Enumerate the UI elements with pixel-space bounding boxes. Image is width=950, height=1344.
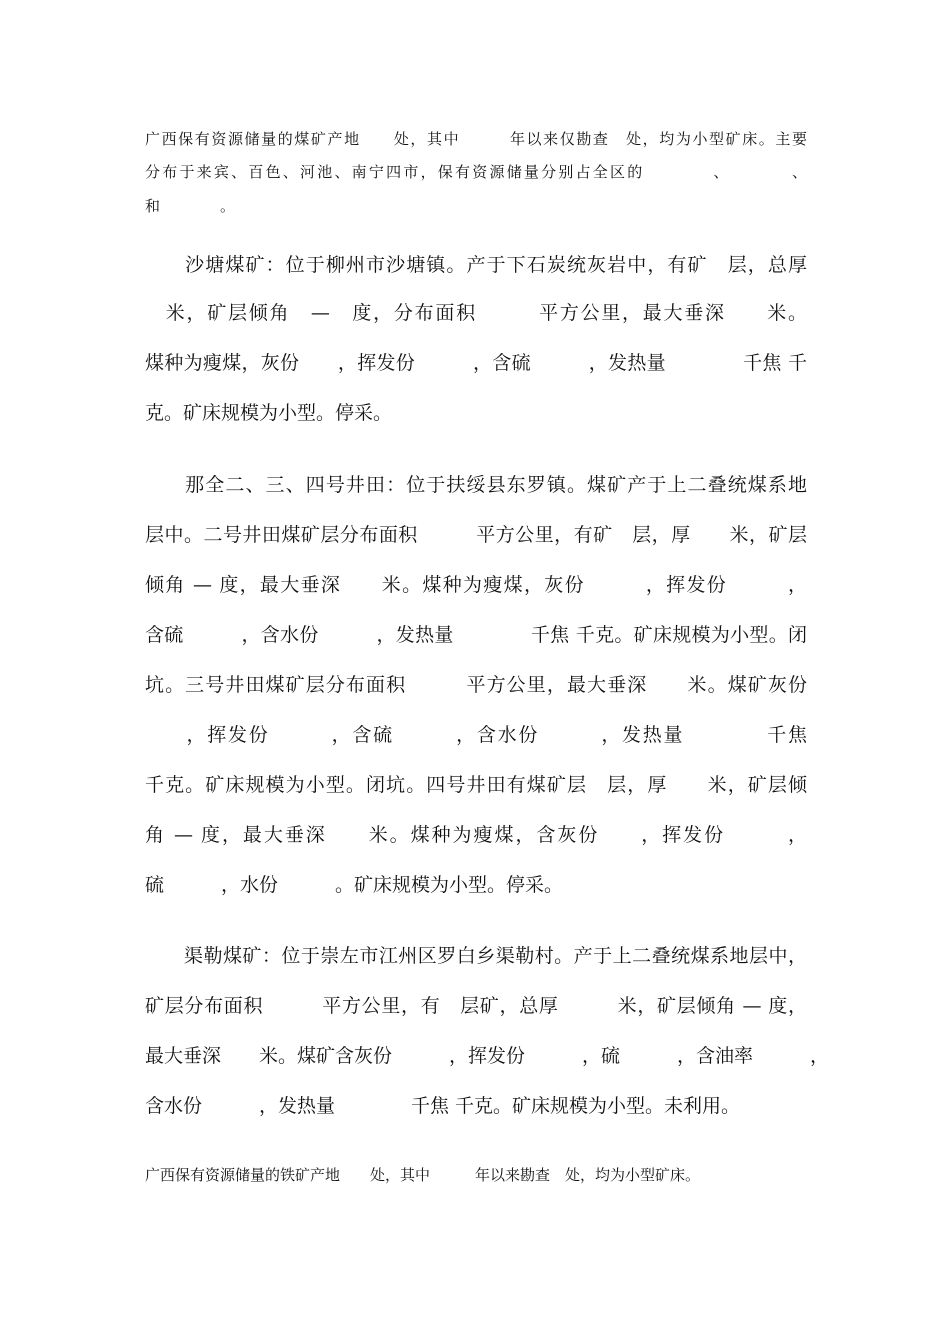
text-line: 米，矿层倾角 — 度，分布面积 平方公里，最大垂深 米。 — [145, 302, 807, 324]
text-line: 最大垂深 米。煤矿含灰份 ，挥发份 ，硫 ，含油率 ， — [145, 1045, 830, 1067]
text-line: 坑。三号井田煤矿层分布面积 平方公里，最大垂深 米。煤矿灰份 — [145, 674, 807, 696]
text-line: 矿层分布面积 平方公里，有 层矿，总厚 米，矿层倾角 — 度， — [145, 995, 807, 1017]
text-line: 渠勒煤矿：位于崇左市江州区罗白乡渠勒村。产于上二叠统煤系地层中， — [145, 945, 807, 967]
text-line: 克。矿床规模为小型。停采。 — [145, 402, 393, 424]
text-line: 层中。二号井田煤矿层分布面积 平方公里，有矿 层，厚 米，矿层 — [145, 524, 807, 546]
text-line: 含水份 ，发热量 千焦 千克。矿床规模为小型。未利用。 — [145, 1095, 741, 1117]
text-line: ，挥发份 ，含硫 ，含水份 ，发热量 千焦 — [145, 724, 807, 746]
text-line: 硫 ，水份 。矿床规模为小型。停采。 — [145, 874, 564, 896]
text-line: 煤种为瘦煤，灰份 ，挥发份 ，含硫 ，发热量 千焦 千 — [145, 352, 807, 374]
text-line: 那全二、三、四号井田：位于扶绥县东罗镇。煤矿产于上二叠统煤系地 — [145, 474, 807, 496]
text-line: 广西保有资源储量的煤矿产地 处，其中 年以来仅勘查 处，均为小型矿床。主要 — [145, 130, 807, 148]
text-line: 分布于来宾、百色、河池、南宁四市，保有资源储量分别占全区的 、 、 — [145, 163, 807, 181]
text-line: 千克。矿床规模为小型。闭坑。四号井田有煤矿层 层，厚 米，矿层倾 — [145, 774, 807, 796]
text-line: 沙塘煤矿：位于柳州市沙塘镇。产于下石炭统灰岩中，有矿 层，总厚 — [145, 254, 807, 276]
text-line: 倾角 — 度，最大垂深 米。煤种为瘦煤，灰份 ，挥发份 ， — [145, 574, 807, 596]
text-line: 含硫 ，含水份 ，发热量 千焦 千克。矿床规模为小型。闭 — [145, 624, 807, 646]
text-line: 角 — 度，最大垂深 米。煤种为瘦煤，含灰份 ，挥发份 ， — [145, 824, 807, 846]
text-line: 和 。 — [145, 197, 236, 215]
text-line: 广西保有资源储量的铁矿产地 处，其中 年以来勘查 处，均为小型矿床。 — [145, 1166, 701, 1184]
